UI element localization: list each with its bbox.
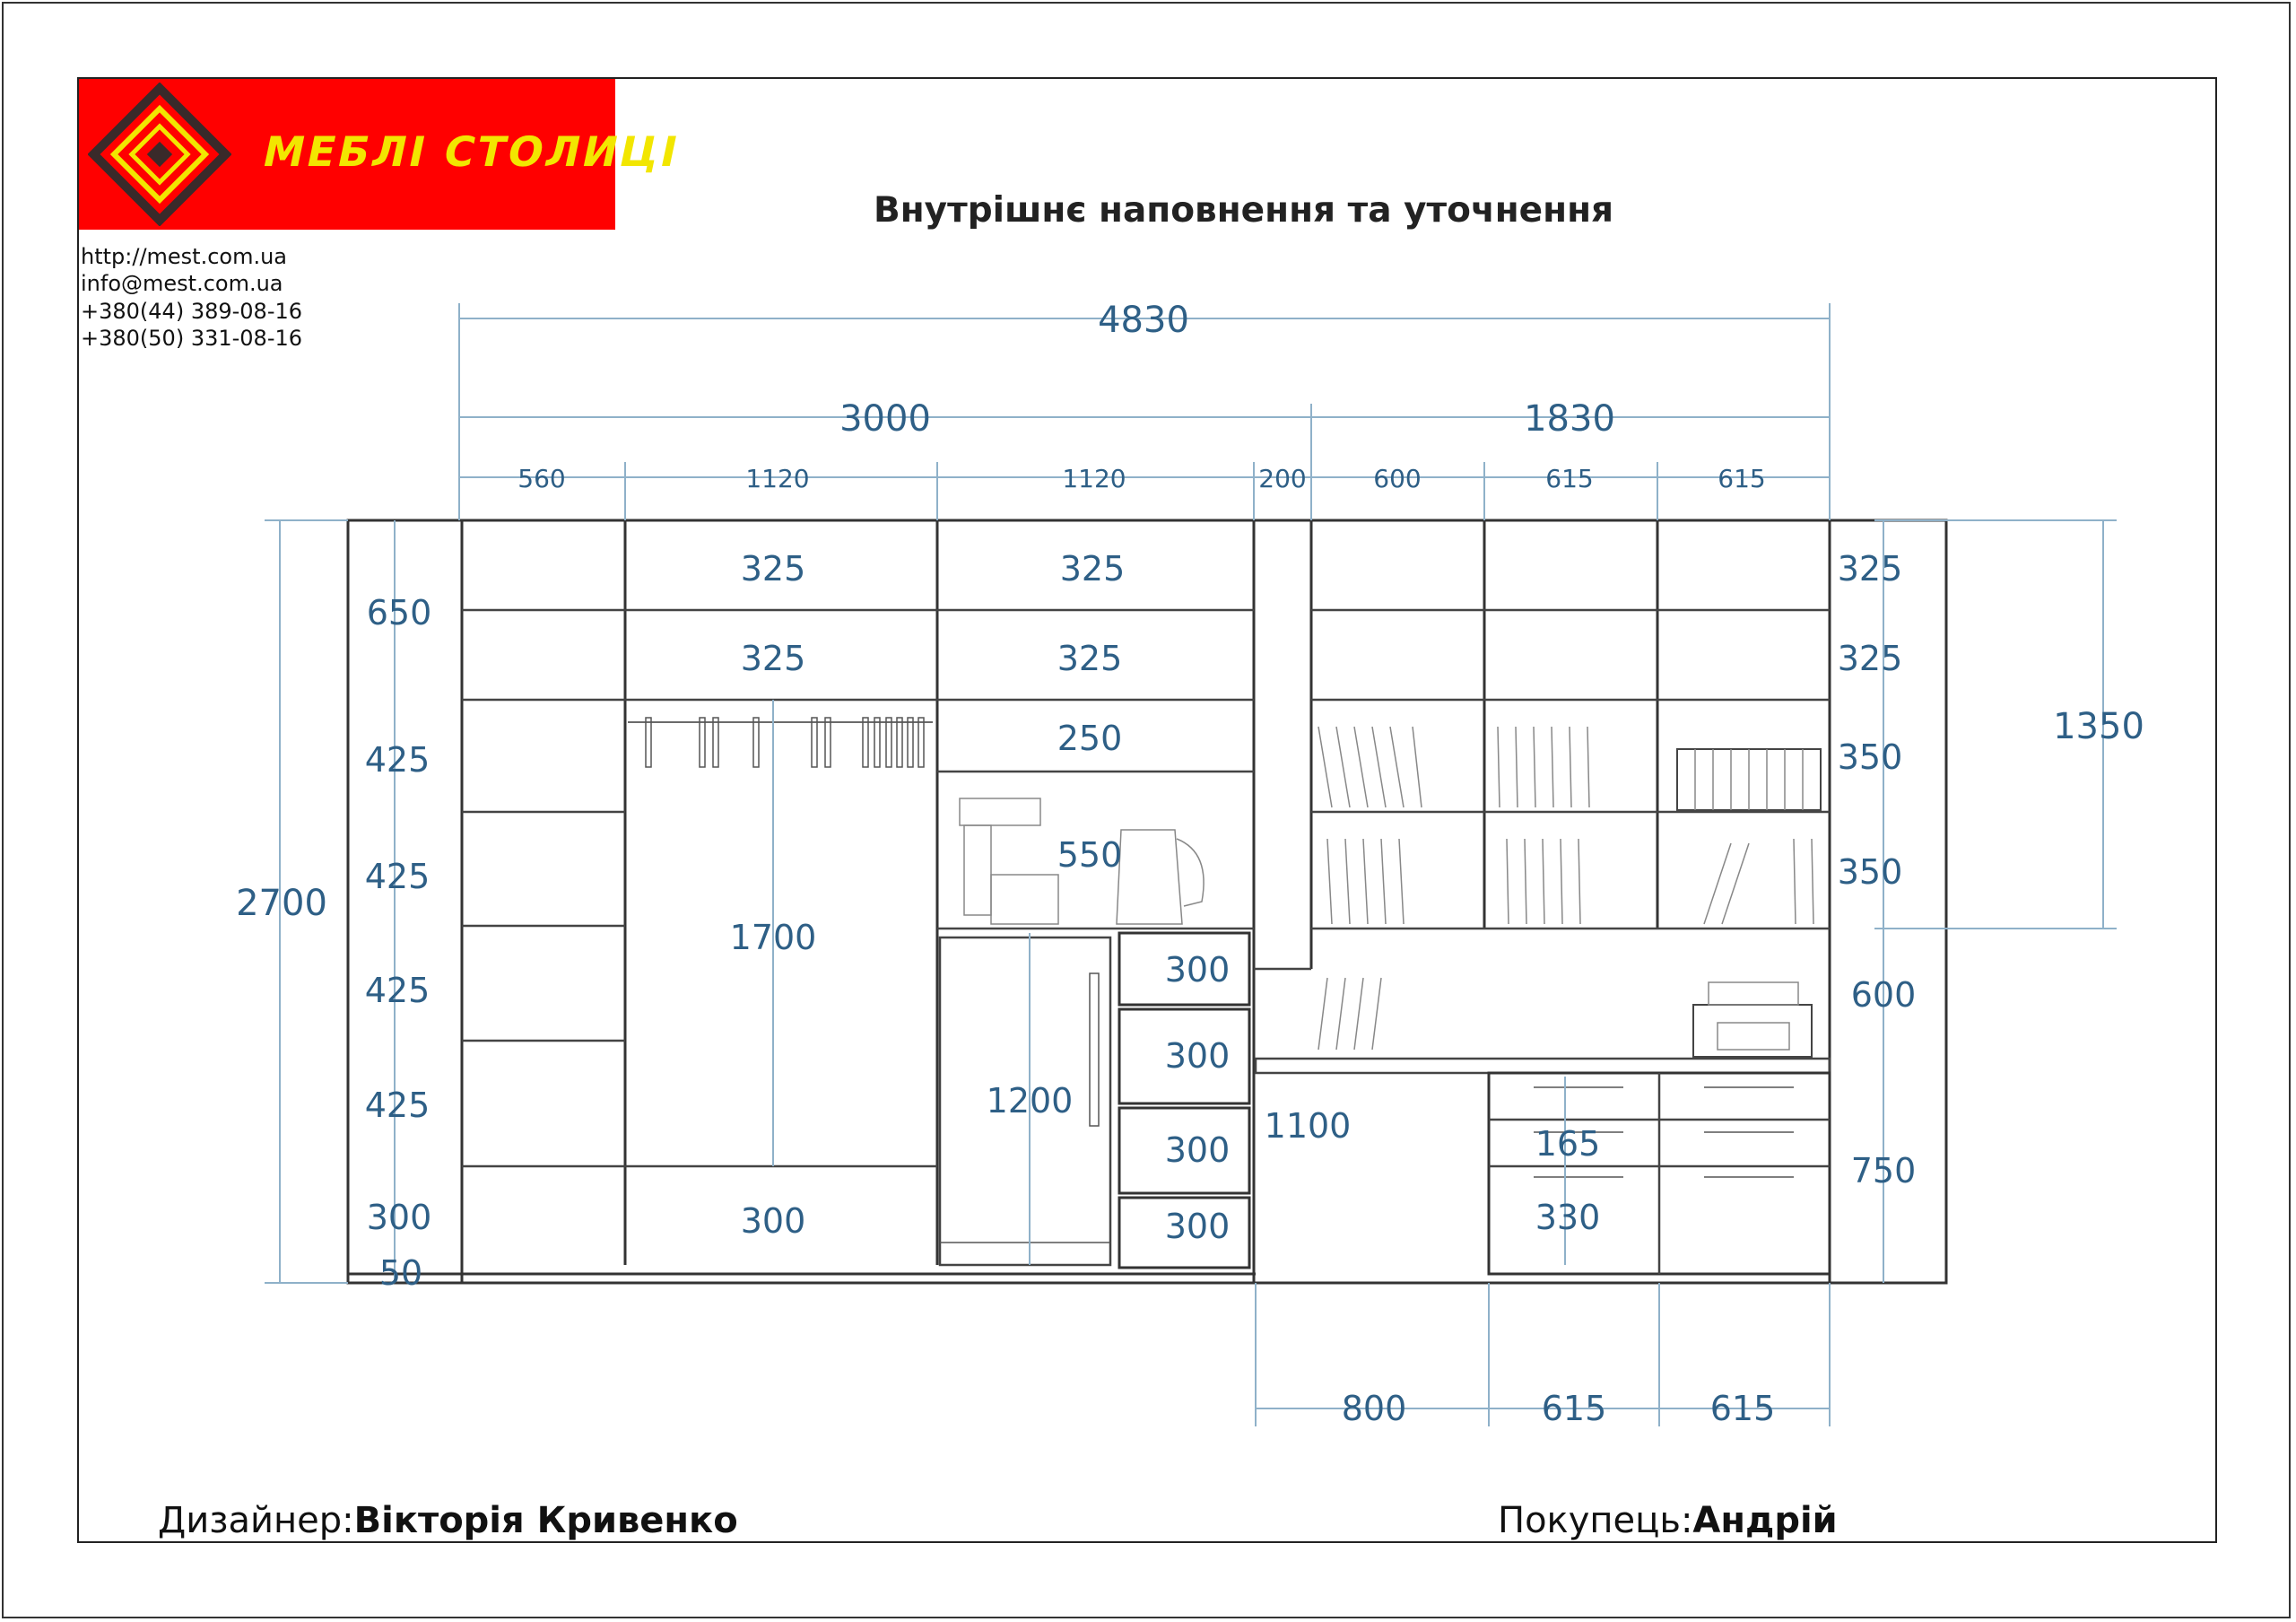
dim-right-shelf: 350	[1837, 852, 1903, 892]
dim-col2: 1700	[729, 918, 817, 957]
dim-left-column: 650	[366, 593, 432, 632]
dim-drawer: 300	[1164, 1130, 1231, 1170]
page-title: Внутрішнє наповнення та уточнення	[874, 190, 1614, 231]
books-icon	[1318, 727, 1821, 1050]
dim-bottom-segment: 800	[1341, 1389, 1407, 1428]
contact-phone-1: +380(44) 389-08-16	[81, 299, 303, 324]
dim-col2: 325	[740, 549, 806, 589]
buyer-credit	[1498, 1500, 1838, 1541]
dimension-labels	[236, 300, 2144, 1428]
cabinet-outlines	[348, 520, 1946, 1283]
dim-col3: 250	[1057, 719, 1123, 758]
dim-top-segment: 615	[1718, 464, 1766, 493]
dim-col3: 550	[1057, 835, 1123, 875]
dim-top-segment: 200	[1258, 464, 1307, 493]
dim-left-section: 3000	[839, 398, 931, 440]
dim-drawer: 300	[1164, 1036, 1231, 1076]
dim-col3: 325	[1057, 639, 1123, 678]
dim-counter-height: 1100	[1264, 1106, 1352, 1146]
buyer-label: Покупець:	[1498, 1500, 1693, 1541]
dim-lower-cabinet: 165	[1535, 1124, 1601, 1164]
dim-right-height: 1350	[2053, 706, 2144, 747]
dim-bottom-segment: 615	[1541, 1389, 1607, 1428]
dim-lower-cabinet: 330	[1535, 1198, 1601, 1237]
dim-top-segment: 615	[1545, 464, 1594, 493]
coffee-machine-icon	[960, 798, 1058, 924]
dim-col3: 1200	[986, 1081, 1074, 1121]
dim-col2: 300	[740, 1201, 806, 1241]
dim-left-column: 300	[366, 1198, 432, 1237]
dim-right-section: 1830	[1524, 398, 1615, 440]
dim-bottom-segment: 615	[1709, 1389, 1776, 1428]
dim-top-segment: 600	[1373, 464, 1422, 493]
dim-right-shelf: 325	[1837, 639, 1903, 678]
designer-label: Дизайнер:	[158, 1500, 354, 1541]
contact-email[interactable]: info@mest.com.ua	[81, 271, 283, 296]
hanger-hooks-icon	[628, 718, 933, 767]
contact-website[interactable]: http://mest.com.ua	[81, 244, 288, 269]
kettle-icon	[1117, 830, 1204, 924]
dim-col2: 325	[740, 639, 806, 678]
dim-drawer: 300	[1164, 950, 1231, 990]
dim-left-column: 50	[378, 1253, 423, 1293]
dim-left-column: 425	[364, 971, 430, 1010]
buyer-name: Андрій	[1692, 1500, 1838, 1541]
dim-col3: 325	[1059, 549, 1126, 589]
dim-total-height: 2700	[236, 883, 327, 924]
dim-right-shelf: 350	[1837, 737, 1903, 777]
dim-left-column: 425	[364, 740, 430, 780]
dim-right-shelf: 325	[1837, 549, 1903, 589]
dim-right-shelf: 600	[1850, 975, 1917, 1015]
dim-right-shelf: 750	[1850, 1151, 1917, 1190]
dim-drawer: 300	[1164, 1207, 1231, 1246]
brand-name: МЕБЛІ СТОЛИЦІ	[258, 127, 685, 176]
dim-left-column: 425	[364, 1086, 430, 1125]
designer-credit	[158, 1500, 738, 1541]
contact-phone-2: +380(50) 331-08-16	[81, 326, 303, 351]
dim-top-segment: 1120	[745, 464, 810, 493]
dim-top-segment: 560	[517, 464, 566, 493]
printer-icon	[1693, 982, 1812, 1057]
dim-total-width: 4830	[1098, 300, 1189, 341]
designer-name: Вікторія Кривенко	[353, 1500, 738, 1541]
dim-top-segment: 1120	[1062, 464, 1126, 493]
dim-left-column: 425	[364, 857, 430, 896]
